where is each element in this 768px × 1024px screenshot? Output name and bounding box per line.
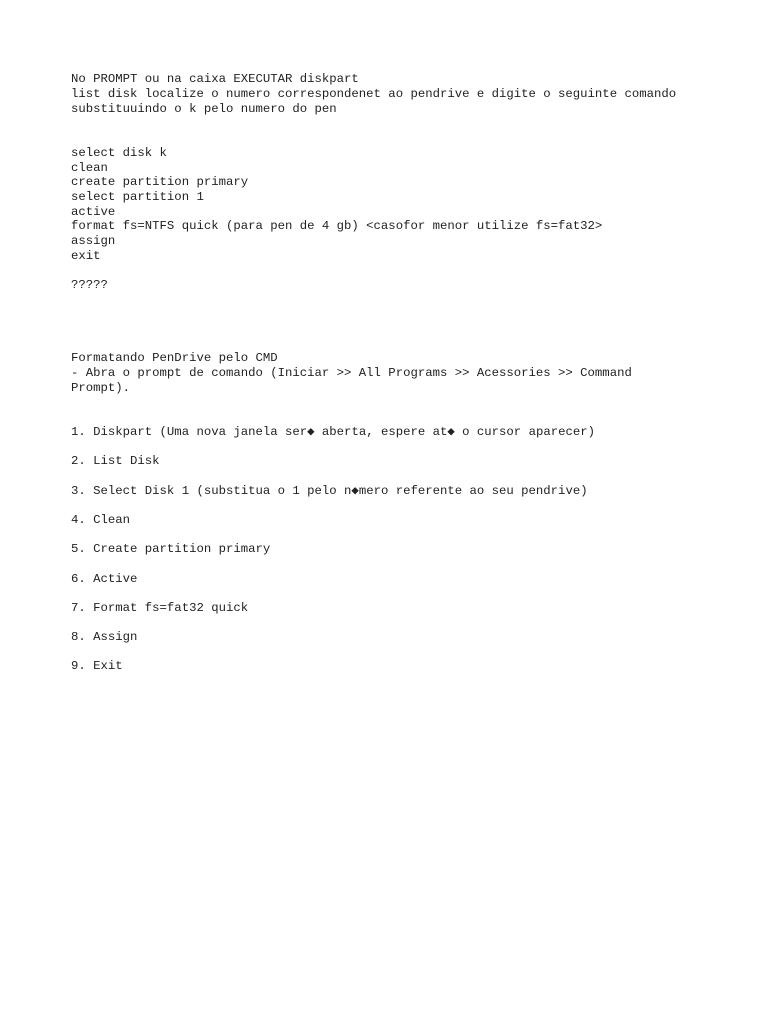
command-line: select disk k — [71, 146, 167, 160]
step-item: 6. Active — [71, 572, 138, 586]
command-line: format fs=NTFS quick (para pen de 4 gb) <casofor menor utilize fs=fat32> — [71, 219, 603, 233]
section-description: - Abra o prompt de comando (Iniciar >> All Programs >> Acessories >> Command — [71, 366, 632, 380]
command-line: exit — [71, 249, 101, 263]
step-item: 9. Exit — [71, 659, 123, 673]
step-item: 2. List Disk — [71, 454, 160, 468]
command-line: clean — [71, 161, 108, 175]
step-item: 5. Create partition primary — [71, 542, 271, 556]
command-line: assign — [71, 234, 116, 248]
command-line: active — [71, 205, 116, 219]
step-item: 4. Clean — [71, 513, 131, 527]
question-marks: ????? — [71, 278, 108, 292]
step-item: 7. Format fs=fat32 quick — [71, 601, 249, 615]
step-item: 3. Select Disk 1 (substitua o 1 pelo n◆mero referente ao seu pendrive) — [71, 484, 588, 498]
step-item: 1. Diskpart (Uma nova janela ser◆ aberta, espere at◆ o cursor aparecer) — [71, 425, 595, 439]
intro-line: list disk localize o numero correspondenet ao pendrive e digite o seguinte comando — [71, 87, 677, 101]
intro-line: substituuindo o k pelo numero do pen — [71, 102, 337, 116]
command-line: select partition 1 — [71, 190, 204, 204]
section-title: Formatando PenDrive pelo CMD — [71, 351, 278, 365]
intro-line: No PROMPT ou na caixa EXECUTAR diskpart — [71, 72, 359, 86]
section-description: Prompt). — [71, 381, 131, 395]
command-line: create partition primary — [71, 175, 249, 189]
step-item: 8. Assign — [71, 630, 138, 644]
